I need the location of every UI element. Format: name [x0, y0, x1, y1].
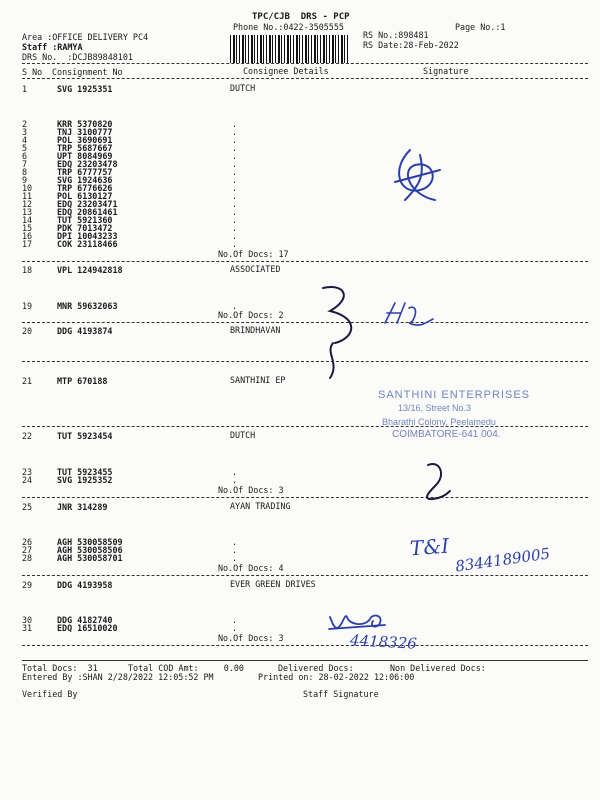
row-consignment: EDQ 20861461: [57, 207, 118, 217]
delivered-docs: Delivered Docs:: [278, 663, 354, 673]
row-consignee: DUTCH: [230, 430, 256, 440]
row-sno: 17: [22, 239, 33, 249]
signature-scribble-1: [380, 140, 460, 210]
row-consignee: .: [232, 151, 238, 161]
group-total: No.Of Docs: 17: [218, 249, 289, 259]
row-consignee: .: [232, 135, 238, 145]
total-cod: Total COD Amt: 0.00: [128, 663, 244, 673]
phone-number: Phone No.:0422-3505555: [233, 22, 344, 32]
row-consignee: .: [232, 215, 238, 225]
stamp-line-1: SANTHINI ENTERPRISES: [378, 389, 531, 401]
col-signature: Signature: [423, 66, 469, 76]
row-consignee: .: [232, 553, 238, 563]
row-sno: 4: [22, 135, 28, 145]
row-sno: 11: [22, 191, 33, 201]
row-sno: 23: [22, 467, 33, 477]
barcode: [230, 35, 348, 63]
row-sno: 2: [22, 119, 28, 129]
handwritten-phone-1: 8344189005: [454, 544, 552, 576]
row-consignment: POL 3690691: [57, 135, 113, 145]
row-sno: 6: [22, 151, 28, 161]
row-consignee: .: [232, 231, 238, 241]
row-consignee: .: [232, 207, 238, 217]
rs-number: RS No.:898481: [363, 30, 429, 40]
row-consignment: EDQ 23203478: [57, 159, 118, 169]
row-consignee: AYAN TRADING: [230, 501, 291, 511]
row-consignment: SVG 1925351: [57, 84, 113, 94]
row-consignment: AGH 530058509: [57, 537, 123, 547]
column-header-rule: [22, 78, 588, 79]
row-consignee: .: [232, 191, 238, 201]
row-consignment: EDQ 23203471: [57, 199, 118, 209]
row-consignee: EVER GREEN DRIVES: [230, 579, 316, 589]
row-consignee: SANTHINI EP: [230, 375, 286, 385]
row-consignment: COK 23118466: [57, 239, 118, 249]
stamp-line-3: Bharathi Colony, Peelamedu: [382, 417, 496, 427]
handwritten-phone-2: 4418326: [349, 631, 418, 653]
row-consignee: .: [232, 615, 238, 625]
row-sno: 30: [22, 615, 33, 625]
row-consignee: .: [232, 223, 238, 233]
row-consignment: DDG 4182740: [57, 615, 113, 625]
row-sno: 8: [22, 167, 28, 177]
row-consignee: .: [232, 119, 238, 129]
row-consignee: .: [232, 623, 238, 633]
non-delivered-docs: Non Delivered Docs:: [390, 663, 486, 673]
row-sno: 7: [22, 159, 28, 169]
row-sno: 24: [22, 475, 33, 485]
group-separator: [22, 575, 588, 576]
col-consignee: Consignee Details: [243, 66, 329, 76]
group-separator: [22, 497, 588, 498]
col-consignment: Consignment No: [52, 67, 123, 77]
row-sno: 14: [22, 215, 33, 225]
row-sno: 25: [22, 502, 33, 512]
drs-number: DRS No. :DCJB89848101: [22, 52, 133, 62]
staff-signature-label: Staff Signature: [303, 689, 379, 699]
row-consignee: .: [232, 175, 238, 185]
row-consignment: TRP 6777757: [57, 167, 113, 177]
row-consignment: VPL 124942818: [57, 265, 123, 275]
row-consignment: TNJ 3100777: [57, 127, 113, 137]
row-consignment: EDQ 16510020: [57, 623, 118, 633]
entered-by: Entered By :SHAN 2/28/2022 12:05:52 PM: [22, 672, 214, 682]
stamp-line-4: COIMBATORE-641 004.: [392, 429, 501, 440]
row-consignee: .: [232, 239, 238, 249]
staff-label: Staff :RAMYA: [22, 42, 83, 52]
row-consignee: .: [232, 127, 238, 137]
row-consignee: .: [232, 167, 238, 177]
group-total: No.Of Docs: 3: [218, 485, 284, 495]
handwritten-initials: T&I: [409, 533, 450, 561]
row-sno: 29: [22, 580, 33, 590]
row-consignee: BRINDHAVAN: [230, 325, 281, 335]
row-consignment: UPT 8084969: [57, 151, 113, 161]
row-consignment: AGH 530058506: [57, 545, 123, 555]
row-sno: 27: [22, 545, 33, 555]
row-consignment: MNR 59632063: [57, 301, 118, 311]
printed-on: Printed on: 28-02-2022 12:06:00: [258, 672, 415, 682]
row-sno: 19: [22, 301, 33, 311]
row-consignment: MTP 670188: [57, 376, 108, 386]
area-label: Area :OFFICE DELIVERY PC4: [22, 32, 149, 42]
row-consignment: JNR 314289: [57, 502, 108, 512]
row-sno: 13: [22, 207, 33, 217]
row-consignment: AGH 530058701: [57, 553, 123, 563]
footer-rule: [22, 660, 588, 661]
signature-scribble-3: [418, 455, 458, 505]
document-title: TPC/CJB DRS - PCP: [252, 12, 350, 22]
row-sno: 26: [22, 537, 33, 547]
row-consignee: .: [232, 199, 238, 209]
row-sno: 18: [22, 265, 33, 275]
row-consignment: SVG 1924636: [57, 175, 113, 185]
row-sno: 5: [22, 143, 28, 153]
row-sno: 1: [22, 84, 28, 94]
row-sno: 15: [22, 223, 33, 233]
row-consignment: TUT 5923455: [57, 467, 113, 477]
group-separator: [22, 261, 588, 262]
row-sno: 10: [22, 183, 33, 193]
row-consignee: DUTCH: [230, 83, 256, 93]
row-consignment: TRP 6776626: [57, 183, 113, 193]
row-consignee: ASSOCIATED: [230, 264, 281, 274]
row-sno: 21: [22, 376, 33, 386]
group-total: No.Of Docs: 4: [218, 563, 284, 573]
row-sno: 16: [22, 231, 33, 241]
header-rule: [22, 63, 588, 64]
row-sno: 28: [22, 553, 33, 563]
group-total: No.Of Docs: 2: [218, 310, 284, 320]
group-total: No.Of Docs: 3: [218, 633, 284, 643]
row-consignee: .: [232, 183, 238, 193]
row-consignee: .: [232, 475, 238, 485]
row-consignment: TUT 5923454: [57, 431, 113, 441]
group-separator: [22, 645, 588, 646]
row-consignment: TUT 5921360: [57, 215, 113, 225]
row-sno: 31: [22, 623, 33, 633]
row-consignment: TRP 5687667: [57, 143, 113, 153]
row-consignee: .: [232, 301, 238, 311]
row-consignee: .: [232, 159, 238, 169]
group-separator: [22, 426, 588, 427]
row-consignee: .: [232, 537, 238, 547]
signature-scribble-2: [305, 283, 455, 383]
row-consignment: SVG 1925352: [57, 475, 113, 485]
row-consignee: .: [232, 143, 238, 153]
total-docs: Total Docs: 31: [22, 663, 98, 673]
row-consignment: DDG 4193958: [57, 580, 113, 590]
row-sno: 9: [22, 175, 28, 185]
row-consignment: PDK 7013472: [57, 223, 113, 233]
row-consignee: .: [232, 467, 238, 477]
row-sno: 3: [22, 127, 28, 137]
row-sno: 20: [22, 326, 33, 336]
rs-date: RS Date:28-Feb-2022: [363, 40, 459, 50]
row-consignment: POL 6130127: [57, 191, 113, 201]
row-consignment: DDG 4193874: [57, 326, 113, 336]
row-consignment: KRR 5370820: [57, 119, 113, 129]
row-sno: 22: [22, 431, 33, 441]
stamp-line-2: 13/16, Street No.3: [398, 403, 472, 413]
page-number: Page No.:1: [455, 22, 506, 32]
row-sno: 12: [22, 199, 33, 209]
col-sno: S No: [22, 67, 43, 77]
verified-by: Verified By: [22, 689, 78, 699]
row-consignee: .: [232, 545, 238, 555]
row-consignment: DPI 10043233: [57, 231, 118, 241]
